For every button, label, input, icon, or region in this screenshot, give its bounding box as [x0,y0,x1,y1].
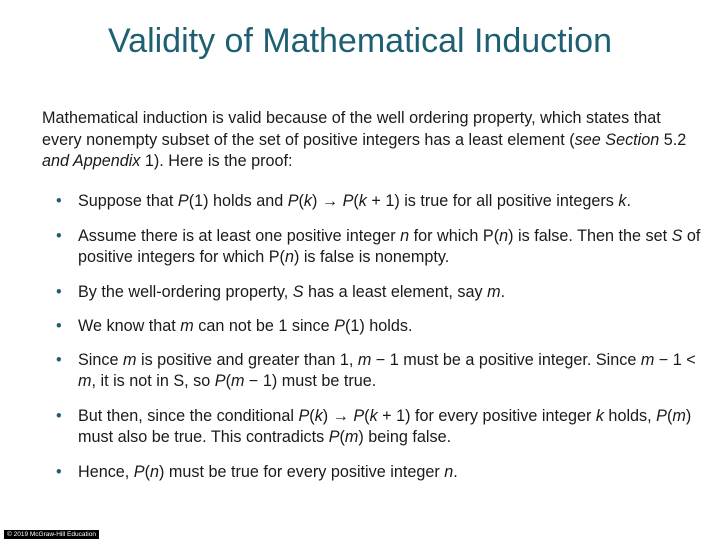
math-variable: k [314,407,323,425]
math-variable: P [214,372,226,390]
text-run: Hence, [78,463,134,481]
text-run: . [626,192,631,210]
math-variable: see Section [574,130,660,149]
text-run: . [453,463,458,481]
intro-paragraph [42,108,692,173]
math-variable: P [177,192,189,210]
text-run: − 1) must be true. [244,372,377,390]
math-variable: m [230,372,245,390]
text-run: ) → [322,407,354,425]
math-variable: k [595,407,604,425]
bullet-dot-icon: • [56,463,62,481]
math-variable: P [353,407,365,425]
bullet-text [78,406,703,448]
text-run: ) must be true for every positive integer [159,463,445,481]
math-variable: S [292,283,304,301]
text-run: But then, since the conditional [78,407,299,425]
math-variable: m [78,372,92,390]
math-variable: m [672,407,686,425]
text-run: ) is false. Then the set [508,227,672,245]
bullet-text [78,316,703,337]
text-run: ( [309,407,315,425]
text-run: of positive integers for which P( [78,227,701,266]
math-variable: m [123,351,137,369]
math-variable: m [487,283,501,301]
math-variable: n [284,248,294,266]
text-run: + 1) is true for all positive integers [366,192,619,210]
bullet-text [78,191,703,212]
math-variable: P [342,192,354,210]
text-run: ( [666,407,673,425]
bullet-text [78,462,703,483]
text-run: ( [298,192,304,210]
bullet-dot-icon: • [56,351,62,369]
text-run: ) is false is nonempty. [293,248,450,266]
text-run: Since [78,351,123,369]
math-variable: S [671,227,683,245]
text-run: − 1 must be a positive integer. Since [371,351,641,369]
math-variable: k [303,192,312,210]
text-run: + 1) for every positive integer [377,407,596,425]
bullet-dot-icon: • [56,227,62,245]
copyright-footer: © 2019 McGraw-Hill Education [4,530,99,539]
bullet-text [78,226,703,268]
bullet-dot-icon: • [56,192,62,210]
text-run: ) being false. [358,428,452,446]
text-run: ) must also be true. This contradicts [78,407,692,446]
math-variable: m [357,351,372,369]
math-variable: m [640,351,655,369]
text-run: ( [225,372,231,390]
math-variable: k [618,192,627,210]
text-run: can not be 1 since [193,317,335,335]
text-run: is positive and greater than 1, [136,351,358,369]
math-variable: P [133,463,145,481]
text-run: ( [353,192,359,210]
text-run: Suppose that [78,192,178,210]
text-run: 5.2 [659,130,687,149]
text-run: By the well-ordering property, [78,283,293,301]
text-run: Assume there is at least one positive integer [78,227,401,245]
math-variable: n [400,227,410,245]
text-run: Mathematical induction is valid because of the well ordering property, which states that every nonempty subset of the set of positive integers has a least element ( [42,109,661,149]
bullet-dot-icon: • [56,283,62,301]
text-run: ( [364,407,370,425]
bullet-dot-icon: • [56,317,62,335]
text-run: 1). Here is the proof: [140,152,293,170]
text-run: (1) holds. [344,317,413,335]
bullet-text [78,350,703,392]
math-variable: k [358,192,367,210]
slide-title: Validity of Mathematical Induction [108,22,612,60]
math-variable: m [180,317,194,335]
bullet-dot-icon: • [56,407,62,425]
text-run: holds, [603,407,657,425]
math-variable: P [334,317,345,335]
text-run: ) → [312,192,343,210]
text-run: . [500,283,506,301]
text-run: , it is not in S, so [91,372,215,390]
text-run: has a least element, say [303,283,488,301]
text-run: ( [339,428,345,446]
math-variable: and Appendix [42,152,141,170]
text-run: ( [144,463,150,481]
math-variable: k [369,407,378,425]
math-variable: P [328,428,340,446]
bullet-text [78,282,703,303]
text-run: − 1 < [654,351,696,369]
math-variable: P [656,407,667,425]
math-variable: P [287,192,299,210]
math-variable: n [499,227,509,245]
math-variable: n [150,463,160,481]
text-run: We know that [78,317,181,335]
math-variable: m [344,428,359,446]
text-run: for which P( [409,227,500,245]
text-run: (1) holds and [188,192,288,210]
math-variable: P [298,407,310,425]
math-variable: n [444,463,454,481]
